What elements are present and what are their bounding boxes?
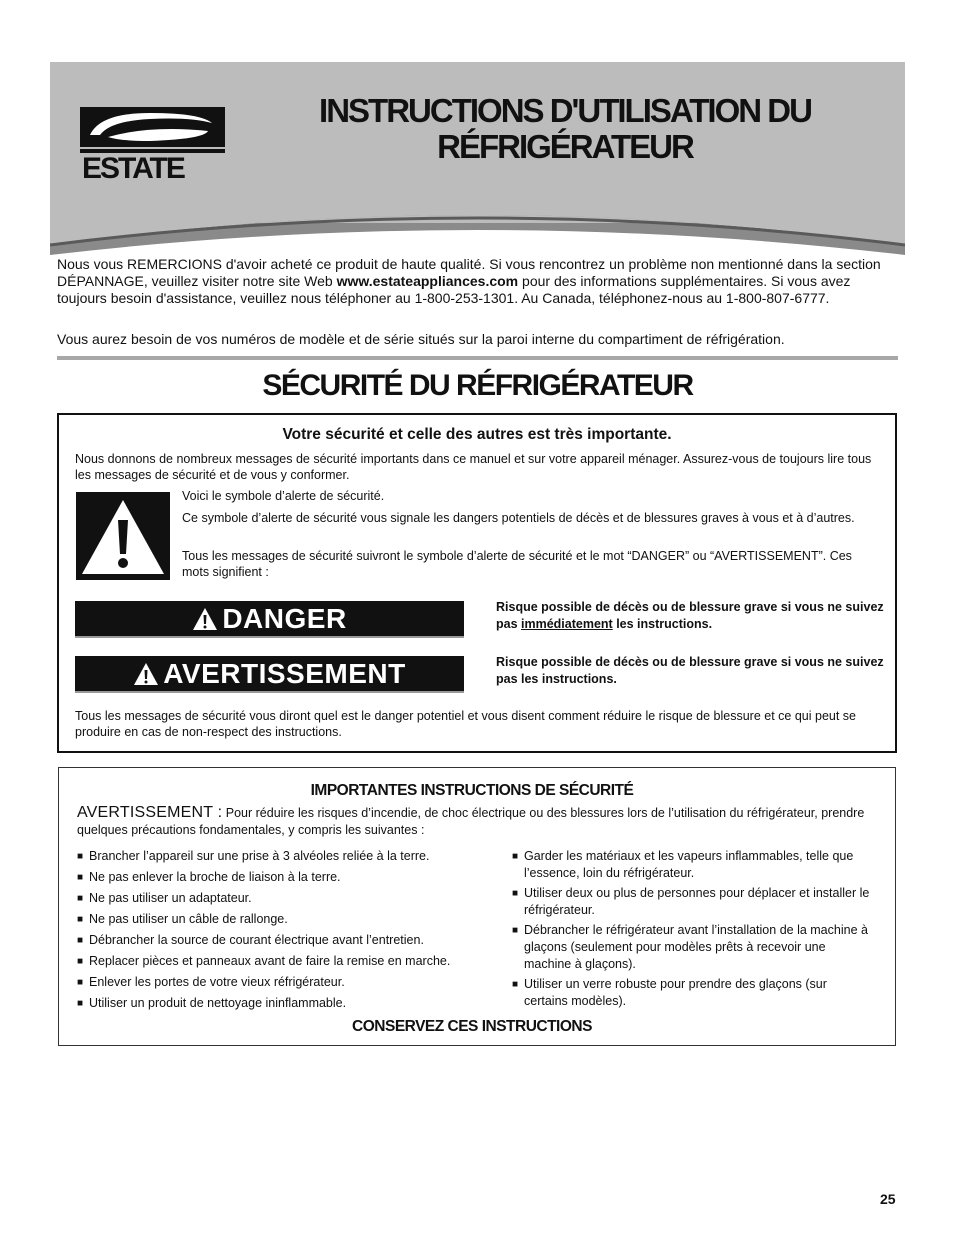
instructions-list-left bbox=[77, 848, 507, 1016]
estate-logo bbox=[80, 107, 225, 179]
danger-label: DANGER bbox=[222, 602, 347, 634]
instruction-item: ■ Ne pas enlever la broche de liaison à la terre. bbox=[77, 869, 507, 886]
instruction-item: ■ Replacer pièces et panneaux avant de faire la remise en marche. bbox=[77, 953, 507, 970]
safety-box bbox=[57, 413, 897, 753]
instruction-item: ■ Utiliser un produit de nettoyage ininflammable. bbox=[77, 995, 507, 1012]
warning-label: AVERTISSEMENT bbox=[163, 657, 406, 689]
section-title: SÉCURITÉ DU RÉFRIGÉRATEUR bbox=[262, 369, 693, 402]
website-link[interactable]: www.estateappliances.com bbox=[336, 273, 519, 289]
header-curve bbox=[50, 205, 905, 255]
instruction-item: ■ Débrancher la source de courant électrique avant l’entretien. bbox=[77, 932, 507, 949]
safety-intro: Nous donnons de nombreux messages de sécurité importants dans ce manuel et sur votre appareil ménager. Assurez-vous de toujours lire tous les messages de sécurité et de vous y conformer. bbox=[75, 452, 872, 482]
instruction-item: ■ Enlever les portes de votre vieux réfrigérateur. bbox=[77, 974, 507, 991]
warning-banner bbox=[75, 656, 464, 693]
symbol-description: Ce symbole d’alerte de sécurité vous signale les dangers potentiels de décès et de blessures graves à vous et à d’autres. bbox=[182, 511, 855, 525]
instruction-item: ■ Utiliser un verre robuste pour prendre des glaçons (sur certains modèles). bbox=[512, 976, 872, 1010]
safety-footer: Tous les messages de sécurité vous diront quel est le danger potentiel et vous disent comment réduire le risque de blessure et ce qui peut se produire en cas de non-respect des instructions. bbox=[75, 709, 856, 739]
page-number: 25 bbox=[880, 1191, 896, 1207]
instruction-item: ■ Utiliser deux ou plus de personnes pour déplacer et installer le réfrigérateur. bbox=[512, 885, 872, 919]
safety-heading: Votre sécurité et celle des autres est très importante. bbox=[282, 426, 672, 443]
instruction-item: ■ Ne pas utiliser un adaptateur. bbox=[77, 890, 507, 907]
instructions-warning: AVERTISSEMENT : Pour réduire les risques d’incendie, de choc électrique ou des blessures lors de l’utilisation du réfrigérateur, prendre quelques précautions fondamentales, y compris les suivantes : bbox=[77, 804, 865, 837]
warning-description: Risque possible de décès ou de blessure grave si vous ne suivez pas les instructions. bbox=[496, 655, 884, 686]
warning-triangle-icon bbox=[192, 607, 218, 631]
intro-paragraph: Nous vous REMERCIONS d'avoir acheté ce produit de haute qualité. Si vous rencontrez un problème non mentionné dans la section DÉPANNAGE, veuillez visiter notre site Web www.estateappliances.com pour des informations supplémentaires. Si vous avez toujours besoin d'assistance, veuillez nous téléphoner au 1-800-253-1301. Au Canada, téléphonez-nous au 1-800-807-6777. bbox=[57, 256, 881, 306]
main-title: INSTRUCTIONS D'UTILISATION DU RÉFRIGÉRATEUR bbox=[319, 92, 811, 165]
instruction-item: ■ Garder les matériaux et les vapeurs inflammables, telle que l’essence, loin du réfrigérateur. bbox=[512, 848, 872, 882]
danger-description: Risque possible de décès ou de blessure grave si vous ne suivez pas immédiatement les instructions. bbox=[496, 600, 884, 631]
conserve-instructions: CONSERVEZ CES INSTRUCTIONS bbox=[352, 1018, 592, 1035]
instruction-item: ■ Débrancher le réfrigérateur avant l’installation de la machine à glaçons (seulement pour modèles prêts à recevoir une machine à glaçons). bbox=[512, 922, 872, 973]
section-divider bbox=[57, 356, 898, 360]
instructions-heading: IMPORTANTES INSTRUCTIONS DE SÉCURITÉ bbox=[310, 782, 634, 799]
warning-triangle-icon bbox=[133, 662, 159, 686]
safety-alert-icon bbox=[76, 492, 170, 580]
instruction-item: ■ Brancher l’appareil sur une prise à 3 alvéoles reliée à la terre. bbox=[77, 848, 507, 865]
instructions-warning-label: AVERTISSEMENT : bbox=[77, 804, 223, 821]
instructions-list-right bbox=[512, 848, 872, 1013]
logo-wordmark: ESTATE bbox=[82, 152, 184, 179]
instructions-box bbox=[58, 767, 896, 1046]
instruction-item: ■ Ne pas utiliser un câble de rallonge. bbox=[77, 911, 507, 928]
danger-banner bbox=[75, 601, 464, 638]
symbol-line: Voici le symbole d’alerte de sécurité. bbox=[182, 489, 385, 503]
messages-description: Tous les messages de sécurité suivront le symbole d’alerte de sécurité et le mot “DANGER” ou “AVERTISSEMENT”. Ces mots signifient : bbox=[182, 549, 852, 579]
model-number-note: Vous aurez besoin de vos numéros de modèle et de série situés sur la paroi interne du compartiment de réfrigération. bbox=[57, 331, 785, 347]
